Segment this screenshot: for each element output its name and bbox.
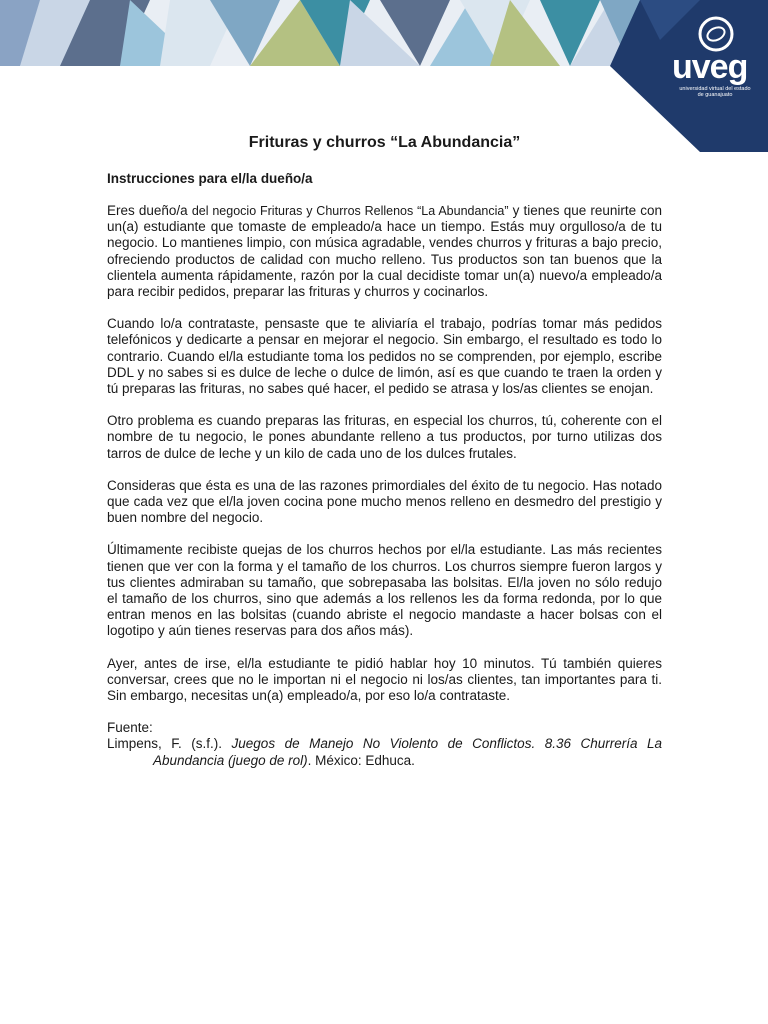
uveg-logo-subtext: universidad virtual del estado de guanajuato bbox=[679, 86, 751, 98]
paragraph-1 bbox=[107, 203, 662, 300]
paragraph-4: Consideras que ésta es una de las razones primordiales del éxito de tu negocio. Has notado que cada vez que el/la joven cocina pone mucho menos relleno en desmedro del prestigio y buen nombre del negocio. bbox=[107, 477, 662, 526]
instructions-subtitle: Instrucciones para el/la dueño/a bbox=[107, 171, 313, 186]
paragraph-1-rest: y tienes que reunirte con un(a) estudiante que tomaste de empleado/a hace un tiempo. Estás muy orgulloso/a de tu negocio. Lo mantienes limpio, con música agradable, vendes churros y frituras a bajo precio, ofreciendo productos de calidad con mucho relleno. Tus productos son tan buenos que la clientela aumenta rápidamente, razón por la cual decidiste tomar un(a) nuevo/a empleado/a para recibir pedidos, preparar las frituras y churros y cocinarlos. bbox=[107, 203, 663, 300]
document-title: Frituras y churros “La Abundancia” bbox=[248, 134, 521, 151]
document-body bbox=[107, 132, 662, 769]
source-label: Fuente: bbox=[107, 720, 153, 736]
uveg-logo: uveg bbox=[672, 48, 748, 86]
paragraph-6: Ayer, antes de irse, el/la estudiante te pidió hablar hoy 10 minutos. Tú también quieres conversar, crees que no le importan ni el negocio ni los/as clientes, tan importantes para ti. Sin embargo, necesitas un(a) empleado/a, por eso lo/a contrataste. bbox=[107, 655, 662, 704]
paragraph-5: Últimamente recibiste quejas de los churros hechos por el/la estudiante. Las más recientes tienen que ver con la forma y el tamaño de los churros. Los churros siempre fueron largos y tus clientes admiraban su tamaño, que sobrepasaba las bolsitas. El/la joven no sólo redujo el tamaño de los churros, sino que además a los rellenos les da forma redonda, por lo que entran menos en las bolsitas (cuando abriste el negocio mandaste a hacer bolsas con el logotipo y aún tienes reservas para dos años más). bbox=[107, 542, 662, 639]
paragraph-1-start: Eres dueño/a bbox=[107, 203, 192, 218]
source-title: Juegos de Manejo No Violento de Conflictos. 8.36 Churrería La Abundancia (juego de rol) bbox=[153, 736, 663, 768]
paragraph-3: Otro problema es cuando preparas las frituras, en especial los churros, tú, coherente con el nombre de tu negocio, le pones abundante relleno a tus productos, por turno utilizas dos tarros de dulce de leche y un kilo de cada uno de los dulces frutales. bbox=[107, 413, 662, 461]
header-banner bbox=[0, 0, 768, 152]
source-author: Limpens, F. (s.f.). bbox=[107, 736, 232, 752]
geometric-pattern bbox=[0, 0, 768, 152]
source-reference bbox=[107, 736, 662, 768]
business-name-text: del negocio Frituras y Churros Rellenos “La Abundancia” bbox=[191, 204, 509, 218]
paragraph-2: Cuando lo/a contrataste, pensaste que te aliviaría el trabajo, podrías tomar más pedidos telefónicos y dedicarte a pensar en mejorar el negocio. Sin embargo, el resultado es todo lo contrario. Cuando el/la estudiante toma los pedidos no se comprenden, por ejemplo, escribe DDL y no sabes si es dulce de leche o dulce de limón, así es que cuando te traen la orden y tú preparas las frituras, no sabes qué hacer, el pedido se atrasa y los/as clientes se enojan. bbox=[107, 316, 662, 397]
source-publisher: . México: Edhuca. bbox=[307, 752, 415, 768]
